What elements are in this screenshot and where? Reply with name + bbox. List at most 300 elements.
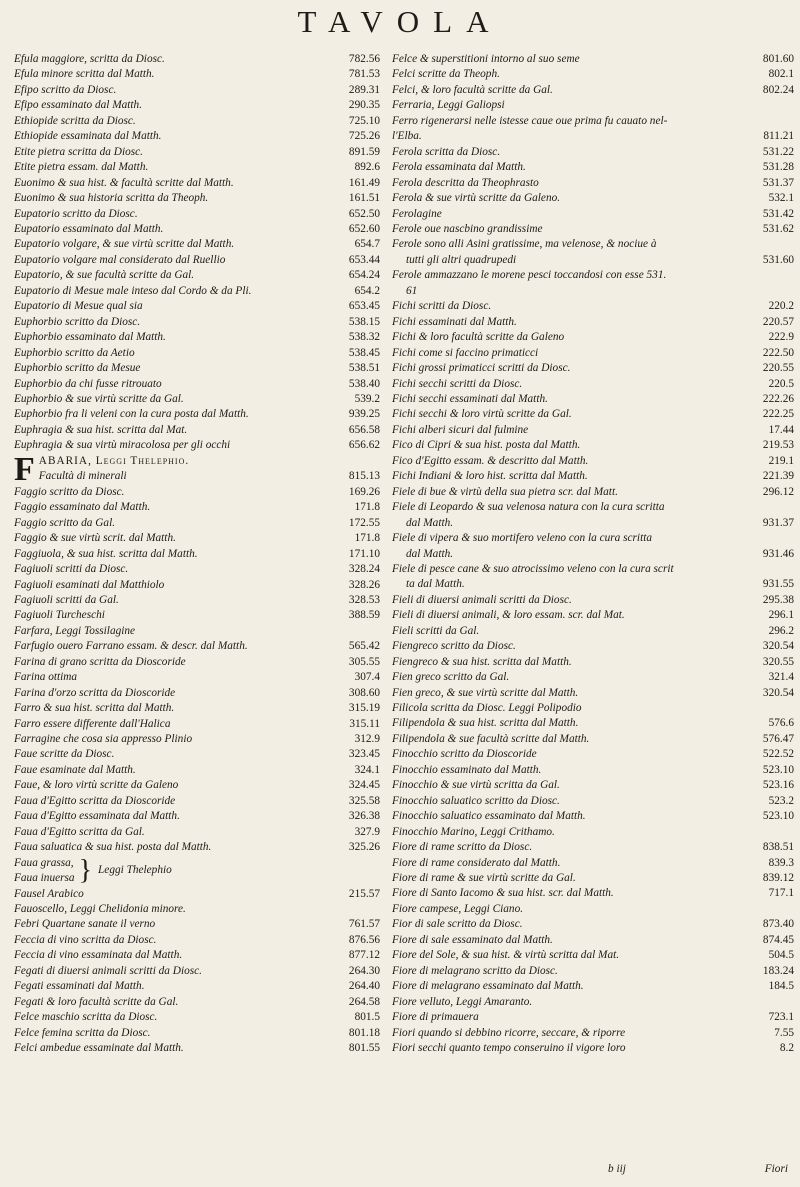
page-footer: [388, 1163, 788, 1175]
entry-page-ref: 939.25: [348, 408, 380, 421]
entry-page-ref: 523.10: [762, 763, 794, 776]
entry-page-ref: 222.50: [762, 346, 794, 359]
index-entry: [14, 160, 380, 175]
left-entries-f: [14, 485, 380, 856]
entry-text: Felci ambedue essaminate dal Matth.: [14, 1042, 184, 1055]
index-entry: [392, 778, 794, 793]
entry-text: Finocchio scritto da Dioscoride: [392, 748, 537, 761]
entry-text: Euphorbio scritto da Aetio: [14, 346, 135, 359]
index-entry: [392, 67, 794, 82]
entry-text: Faua d'Egitto scritta da Gal.: [14, 825, 145, 838]
index-entry: [392, 608, 794, 623]
index-entry: [14, 52, 380, 67]
entry-page-ref: 222.9: [768, 331, 794, 344]
entry-page-ref: 320.55: [762, 655, 794, 668]
brace-entry-b: Faua inuersa: [14, 872, 75, 885]
entry-text: Fiore di rame & sue virtù scritte da Gal.: [392, 872, 576, 885]
entry-page-ref: 801.60: [762, 53, 794, 65]
index-entry: [392, 531, 794, 546]
entry-page-ref: 312.9: [354, 733, 380, 746]
index-entry: [14, 933, 380, 948]
entry-page-ref: 523.10: [762, 810, 794, 823]
entry-text: Fichi come si faccino primaticci: [392, 346, 539, 359]
entry-text: Filipendola & sua hist. scritta dal Matth.: [392, 717, 579, 730]
entry-text: Euonimo & sua historia scritta da Theoph.: [14, 192, 209, 205]
index-entry: [14, 377, 380, 392]
index-entry: [392, 52, 794, 67]
entry-page-ref: 222.26: [762, 392, 794, 405]
entry-text: Fico d'Egitto essam. & descritto dal Matth.: [392, 454, 589, 467]
entry-text: Ferola descritta da Theophrasto: [392, 176, 539, 189]
drop-cap: F: [14, 450, 35, 488]
index-entry: [392, 655, 794, 670]
entry-page-ref: 219.1: [768, 454, 794, 467]
entry-page-ref: 220.2: [768, 300, 794, 313]
index-entry: [14, 253, 380, 268]
index-entry: [392, 794, 794, 809]
index-entry: [14, 407, 380, 422]
entry-text: Fiore di rame scritto da Diosc.: [392, 841, 533, 854]
section-f-line2-num: 815.13: [348, 470, 380, 483]
index-entry: [392, 207, 794, 222]
entry-page-ref: 653.44: [348, 253, 380, 266]
entry-text: Efipo essaminato dal Matth.: [14, 99, 143, 112]
index-entry: [14, 686, 380, 701]
signature-mark: b iij: [608, 1163, 626, 1175]
index-entry: [392, 129, 794, 144]
index-entry: [392, 917, 794, 932]
entry-page-ref: 802.1: [768, 68, 794, 81]
entry-text: Eupatorio volgare mal considerato dal Ruellio: [14, 253, 226, 266]
entry-page-ref: 504.5: [768, 949, 794, 962]
index-entry: [392, 1010, 794, 1025]
index-entry: [14, 840, 380, 855]
entry-text: Filipendola & sue facultà scritte dal Matth.: [392, 732, 590, 745]
entry-text: Faggio essaminato dal Matth.: [14, 501, 151, 514]
index-entry: [392, 237, 794, 252]
index-entry: [14, 83, 380, 98]
entry-page-ref: 522.52: [762, 748, 794, 761]
entry-text: Efula maggiore, scritta da Diosc.: [14, 53, 165, 65]
entry-page-ref: 876.56: [348, 933, 380, 946]
index-entry: [14, 191, 380, 206]
index-entry: [14, 825, 380, 840]
entry-text: Fagiuoli esaminati dal Matthiolo: [14, 578, 165, 591]
entry-text: Ferola scritta da Diosc.: [392, 145, 501, 158]
index-entry: [392, 315, 794, 330]
index-entry: [392, 346, 794, 361]
index-entry: [392, 145, 794, 160]
entry-page-ref: 264.58: [348, 995, 380, 1008]
entry-text: Ferole ammazzano le morene pesci toccandosi con esse 531.: [392, 269, 667, 282]
entry-text: Euonimo & sua hist. & facultà scritte dal Matth.: [14, 176, 234, 189]
index-entry: [14, 732, 380, 747]
index-entry: [392, 995, 794, 1010]
entry-text: Ferole oue nascbino grandissime: [392, 222, 543, 235]
entry-page-ref: 328.24: [348, 563, 380, 576]
index-entry: [14, 330, 380, 345]
entry-page-ref: 538.51: [348, 362, 380, 375]
index-entry: [14, 392, 380, 407]
brace-entry-ref: Leggi Thelephio: [98, 864, 172, 877]
index-entry: [392, 98, 794, 113]
entry-page-ref: 531.22: [762, 145, 794, 158]
index-entry: [14, 655, 380, 670]
entry-text: Fichi alberi sicuri dal fulmine: [392, 423, 529, 436]
entry-text: Eupatorio di Mesue male inteso dal Cordo & da Pli.: [14, 284, 252, 297]
entry-text: Fausel Arabico: [14, 887, 84, 900]
entry-page-ref: 801.5: [354, 1011, 380, 1024]
index-entry: [14, 268, 380, 283]
index-entry: [392, 716, 794, 731]
index-entry: [392, 701, 794, 716]
entry-page-ref: 538.32: [348, 331, 380, 344]
entry-page-ref: 328.53: [348, 593, 380, 606]
entry-text: Finocchio Marino, Leggi Crithamo.: [392, 825, 555, 838]
brace-entry: [14, 856, 380, 887]
entry-text: Febri Quartane sanate il verno: [14, 918, 156, 931]
entry-page-ref: 264.40: [348, 980, 380, 993]
index-entry: [14, 129, 380, 144]
entry-page-ref: 801.55: [348, 1042, 380, 1055]
entry-page-ref: 576.47: [762, 732, 794, 745]
entry-page-ref: 531.37: [762, 176, 794, 189]
index-entry: [14, 639, 380, 654]
entry-page-ref: 532.1: [768, 192, 794, 205]
entry-page-ref: 654.24: [348, 269, 380, 282]
entry-page-ref: 531.62: [762, 222, 794, 235]
index-entry: [14, 578, 380, 593]
entry-page-ref: 538.45: [348, 346, 380, 359]
entry-text: Fiore campese, Leggi Ciano.: [392, 902, 524, 915]
entry-text: 61: [406, 284, 418, 297]
entry-text: Fichi essaminati dal Matth.: [392, 315, 517, 328]
index-entry: [392, 902, 794, 917]
entry-text: Finocchio essaminato dal Matth.: [392, 763, 542, 776]
entry-page-ref: 169.26: [348, 485, 380, 498]
entry-text: Fiore di Santo Iacomo & sua hist. scr. dal Matth.: [392, 887, 614, 900]
entry-text: Ferro rigenerarsi nelle istesse caue oue prima fu cauato nel-: [392, 114, 668, 127]
section-f-header: [14, 450, 380, 488]
entry-page-ref: 220.5: [768, 377, 794, 390]
entry-text: Fiele di vipera & suo mortifero veleno con la cura scritta: [392, 532, 652, 545]
entry-text: Eupatorio, & sue facultà scritte da Gal.: [14, 269, 195, 282]
entry-page-ref: 324.1: [354, 763, 380, 776]
entry-text: Finocchio & sue virtù scritta da Gal.: [392, 779, 560, 792]
index-entry: [14, 531, 380, 546]
entry-text: Fagiuoli scritti da Diosc.: [14, 563, 129, 576]
entry-page-ref: 325.26: [348, 841, 380, 854]
entry-text: Euphorbio essaminato dal Matth.: [14, 331, 166, 344]
index-entry: [14, 979, 380, 994]
index-entry: [14, 562, 380, 577]
index-entry: [392, 856, 794, 871]
entry-text: Fior di sale scritto da Diosc.: [392, 918, 523, 931]
index-entry: [392, 964, 794, 979]
entry-text: Fichi Indiani & loro hist. scritta dal Matth.: [392, 470, 588, 483]
entry-page-ref: 320.54: [762, 686, 794, 699]
index-entry: [14, 995, 380, 1010]
index-entry: [392, 840, 794, 855]
entry-page-ref: 531.42: [762, 207, 794, 220]
index-entry: [392, 670, 794, 685]
entry-page-ref: 725.26: [348, 130, 380, 143]
entry-page-ref: 220.55: [762, 362, 794, 375]
entry-page-ref: 538.40: [348, 377, 380, 390]
left-entries-e: [14, 52, 380, 454]
index-entry: [14, 593, 380, 608]
index-entry: [392, 160, 794, 175]
index-entry: [392, 377, 794, 392]
index-entry: [392, 114, 794, 129]
page-title: TAVOLA: [297, 4, 503, 39]
entry-text: Fiori secchi quanto tempo conseruino il vigore loro: [392, 1042, 626, 1054]
entry-text: Fico di Cipri & sua hist. posta dal Matth.: [392, 439, 581, 452]
entry-text: Faggio scritto da Diosc.: [14, 485, 125, 498]
entry-page-ref: 654.7: [354, 238, 380, 251]
entry-text: Eupatorio scritto da Diosc.: [14, 207, 138, 220]
index-entry: [392, 423, 794, 438]
index-entry: [392, 825, 794, 840]
entry-page-ref: 305.55: [348, 655, 380, 668]
index-entry: [14, 887, 380, 902]
entry-page-ref: 219.53: [762, 439, 794, 452]
index-entry: [14, 624, 380, 639]
index-entry: [392, 176, 794, 191]
entry-text: Farragine che cosa sia appresso Plinio: [14, 733, 193, 746]
entry-page-ref: 782.56: [348, 53, 380, 65]
section-f-line1: ABARIA, Leggi Thelephio.: [38, 454, 190, 467]
index-entry: [392, 516, 794, 531]
index-entry: [14, 485, 380, 500]
entry-text: Felce femina scritta da Diosc.: [14, 1026, 151, 1039]
index-entry: [14, 98, 380, 113]
index-entry: [14, 284, 380, 299]
entry-text: Efula minore scritta dal Matth.: [14, 68, 155, 81]
entry-text: Fichi secchi scritti da Diosc.: [392, 377, 523, 390]
index-entry: [392, 886, 794, 901]
index-entry: [392, 747, 794, 762]
entry-text: Fiele di bue & virtù della sua pietra scr. dal Matt.: [392, 485, 618, 498]
index-entry: [14, 670, 380, 685]
index-entry: [392, 83, 794, 98]
index-entry: [14, 902, 380, 917]
entry-text: Fiengreco & sua hist. scritta dal Matth.: [392, 655, 572, 668]
index-entry: [14, 176, 380, 191]
entry-text: Fiori quando si debbino ricorre, seccare, & riporre: [392, 1026, 626, 1039]
entry-text: Ferola & sue virtù scritte da Galeno.: [392, 192, 561, 205]
entry-page-ref: 307.4: [354, 671, 380, 684]
entry-text: Finocchio saluatico essaminato dal Matth.: [392, 810, 586, 823]
entry-page-ref: 171.8: [354, 532, 380, 545]
entry-text: Etite pietra essam. dal Matth.: [14, 161, 149, 174]
entry-text: Fiore di rame considerato dal Matth.: [392, 856, 561, 869]
index-entry: [14, 438, 380, 453]
entry-page-ref: 325.58: [348, 794, 380, 807]
entry-page-ref: 326.38: [348, 810, 380, 823]
entry-text: dal Matth.: [406, 547, 454, 560]
entry-page-ref: 781.53: [348, 68, 380, 81]
index-entry: [14, 516, 380, 531]
entry-page-ref: 811.21: [763, 130, 794, 143]
index-entry: [392, 732, 794, 747]
index-entry: [392, 284, 794, 299]
entry-text: Fiore di sale essaminato dal Matth.: [392, 933, 553, 946]
entry-text: Fiore velluto, Leggi Amaranto.: [392, 995, 533, 1008]
entry-text: Fieli di diuersi animali, & loro essam. scr. dal Mat.: [392, 609, 625, 622]
index-entry: [392, 809, 794, 824]
index-entry: [14, 500, 380, 515]
index-entry: [392, 485, 794, 500]
entry-page-ref: 891.59: [348, 145, 380, 158]
entry-text: Ferole sono alli Asini gratissime, ma velenose, & nociue à: [392, 238, 657, 251]
entry-text: Fiele di Leopardo & sua velenosa natura con la cura scritta: [392, 501, 665, 514]
catchword: Fiori: [764, 1163, 788, 1175]
entry-text: Feccia di vino scritta da Diosc.: [14, 933, 157, 946]
entry-page-ref: 652.50: [348, 207, 380, 220]
index-entry: [14, 794, 380, 809]
entry-text: Ethiopide scritta da Diosc.: [14, 114, 136, 127]
entry-page-ref: 565.42: [348, 640, 380, 653]
entry-page-ref: 328.26: [348, 578, 380, 591]
entry-page-ref: 315.11: [349, 717, 380, 730]
index-columns: [14, 52, 794, 1157]
entry-text: Fiele di pesce cane & suo atrocissimo veleno con la cura scrit: [392, 562, 674, 575]
entry-text: Faua saluatica & sua hist. posta dal Matth.: [14, 841, 212, 854]
entry-text: l'Elba.: [392, 130, 422, 143]
entry-page-ref: 576.6: [768, 717, 794, 730]
entry-page-ref: 171.10: [348, 547, 380, 560]
entry-page-ref: 220.57: [762, 315, 794, 328]
entry-text: Euphorbio da chi fusse ritrouato: [14, 377, 162, 390]
index-entry: [14, 299, 380, 314]
index-entry: [392, 593, 794, 608]
entry-page-ref: 324.45: [348, 779, 380, 792]
entry-text: Fichi scritti da Diosc.: [392, 300, 492, 313]
entry-page-ref: 839.3: [768, 856, 794, 869]
entry-page-ref: 539.2: [354, 392, 380, 405]
entry-text: Ferraria, Leggi Galiopsi: [392, 99, 505, 112]
index-entry: [14, 964, 380, 979]
index-entry: [392, 577, 794, 592]
entry-page-ref: 802.24: [762, 83, 794, 96]
index-entry: [392, 392, 794, 407]
entry-page-ref: 531.28: [762, 161, 794, 174]
entry-page-ref: 221.39: [762, 470, 794, 483]
index-entry: [14, 747, 380, 762]
entry-page-ref: 717.1: [768, 887, 794, 900]
entry-page-ref: 7.55: [774, 1026, 794, 1039]
right-column: [392, 52, 794, 1157]
entry-text: Fichi secchi & loro virtù scritte da Gal.: [392, 408, 572, 421]
brace-icon: }: [78, 855, 93, 887]
index-entry: [392, 330, 794, 345]
index-entry: [14, 547, 380, 562]
entry-text: Fauoscello, Leggi Chelidonia minore.: [14, 903, 186, 916]
entry-text: Finocchio saluatico scritto da Diosc.: [392, 794, 560, 807]
entry-page-ref: 264.30: [348, 964, 380, 977]
index-entry: [14, 608, 380, 623]
index-entry: [392, 933, 794, 948]
index-entry: [392, 253, 794, 268]
index-entry: [14, 423, 380, 438]
entry-page-ref: 161.51: [348, 192, 380, 205]
entry-page-ref: 296.12: [762, 485, 794, 498]
entry-page-ref: 656.58: [348, 423, 380, 436]
entry-text: Eupatorio essaminato dal Matth.: [14, 222, 164, 235]
index-entry: [392, 948, 794, 963]
entry-text: Fien greco, & sue virtù scritte dal Matth.: [392, 686, 579, 699]
entry-text: Fiengreco scritto da Diosc.: [392, 640, 516, 653]
index-entry: [392, 624, 794, 639]
entry-text: Farina d'orzo scritta da Dioscoride: [14, 686, 176, 699]
entry-text: Fegati essaminati dal Matth.: [14, 980, 145, 993]
entry-page-ref: 183.24: [762, 964, 794, 977]
entry-text: Fien greco scritto da Gal.: [392, 671, 510, 684]
index-entry: [392, 361, 794, 376]
entry-text: Faue, & loro virtù scritte da Galeno: [14, 779, 179, 792]
index-entry: [392, 191, 794, 206]
index-entry: [14, 222, 380, 237]
index-entry: [392, 299, 794, 314]
index-entry: [14, 361, 380, 376]
entry-text: Feccia di vino essaminata dal Matth.: [14, 949, 183, 962]
brace-entry-a: Faua grassa,: [14, 856, 74, 869]
entry-text: Faue esaminate dal Matth.: [14, 763, 136, 776]
entry-page-ref: 323.45: [348, 748, 380, 761]
entry-text: Farina di grano scritta da Dioscoride: [14, 655, 186, 668]
entry-text: dal Matth.: [406, 516, 454, 529]
entry-text: Euphorbio fra li veleni con la cura posta dal Matth.: [14, 408, 249, 421]
entry-text: Farro essere differente dall'Halica: [14, 717, 171, 730]
left-entries-f2: [14, 887, 380, 1057]
entry-text: Ethiopide essaminata dal Matth.: [14, 130, 162, 143]
index-entry: [14, 1010, 380, 1025]
index-entry: [392, 469, 794, 484]
index-entry: [392, 979, 794, 994]
entry-page-ref: 723.1: [768, 1011, 794, 1024]
entry-page-ref: 652.60: [348, 222, 380, 235]
index-entry: [14, 114, 380, 129]
entry-text: ta dal Matth.: [406, 578, 465, 591]
index-entry: [392, 871, 794, 886]
entry-text: Faggio scritto da Gal.: [14, 516, 116, 529]
entry-page-ref: 215.57: [348, 887, 380, 900]
index-entry: [14, 67, 380, 82]
entry-page-ref: 327.9: [354, 825, 380, 838]
entry-page-ref: 801.18: [348, 1026, 380, 1039]
entry-page-ref: 931.46: [762, 547, 794, 560]
index-entry: [392, 268, 794, 283]
index-entry: [392, 639, 794, 654]
entry-text: Ferola essaminata dal Matth.: [392, 161, 526, 174]
index-entry: [392, 686, 794, 701]
index-entry: [392, 547, 794, 562]
entry-page-ref: 931.37: [762, 516, 794, 529]
entry-page-ref: 296.1: [768, 609, 794, 622]
index-entry: [14, 237, 380, 252]
entry-page-ref: 172.55: [348, 516, 380, 529]
entry-page-ref: 388.59: [348, 609, 380, 622]
entry-text: Faua d'Egitto scritta da Dioscoride: [14, 794, 176, 807]
index-entry: [392, 500, 794, 515]
index-entry: [392, 1041, 794, 1056]
entry-text: Fichi & loro facultà scritte da Galeno: [392, 331, 565, 344]
index-entry: [14, 1026, 380, 1041]
entry-page-ref: 184.5: [768, 980, 794, 993]
entry-text: Fichi grossi primaticci scritti da Diosc.: [392, 362, 571, 375]
index-entry: [14, 207, 380, 222]
